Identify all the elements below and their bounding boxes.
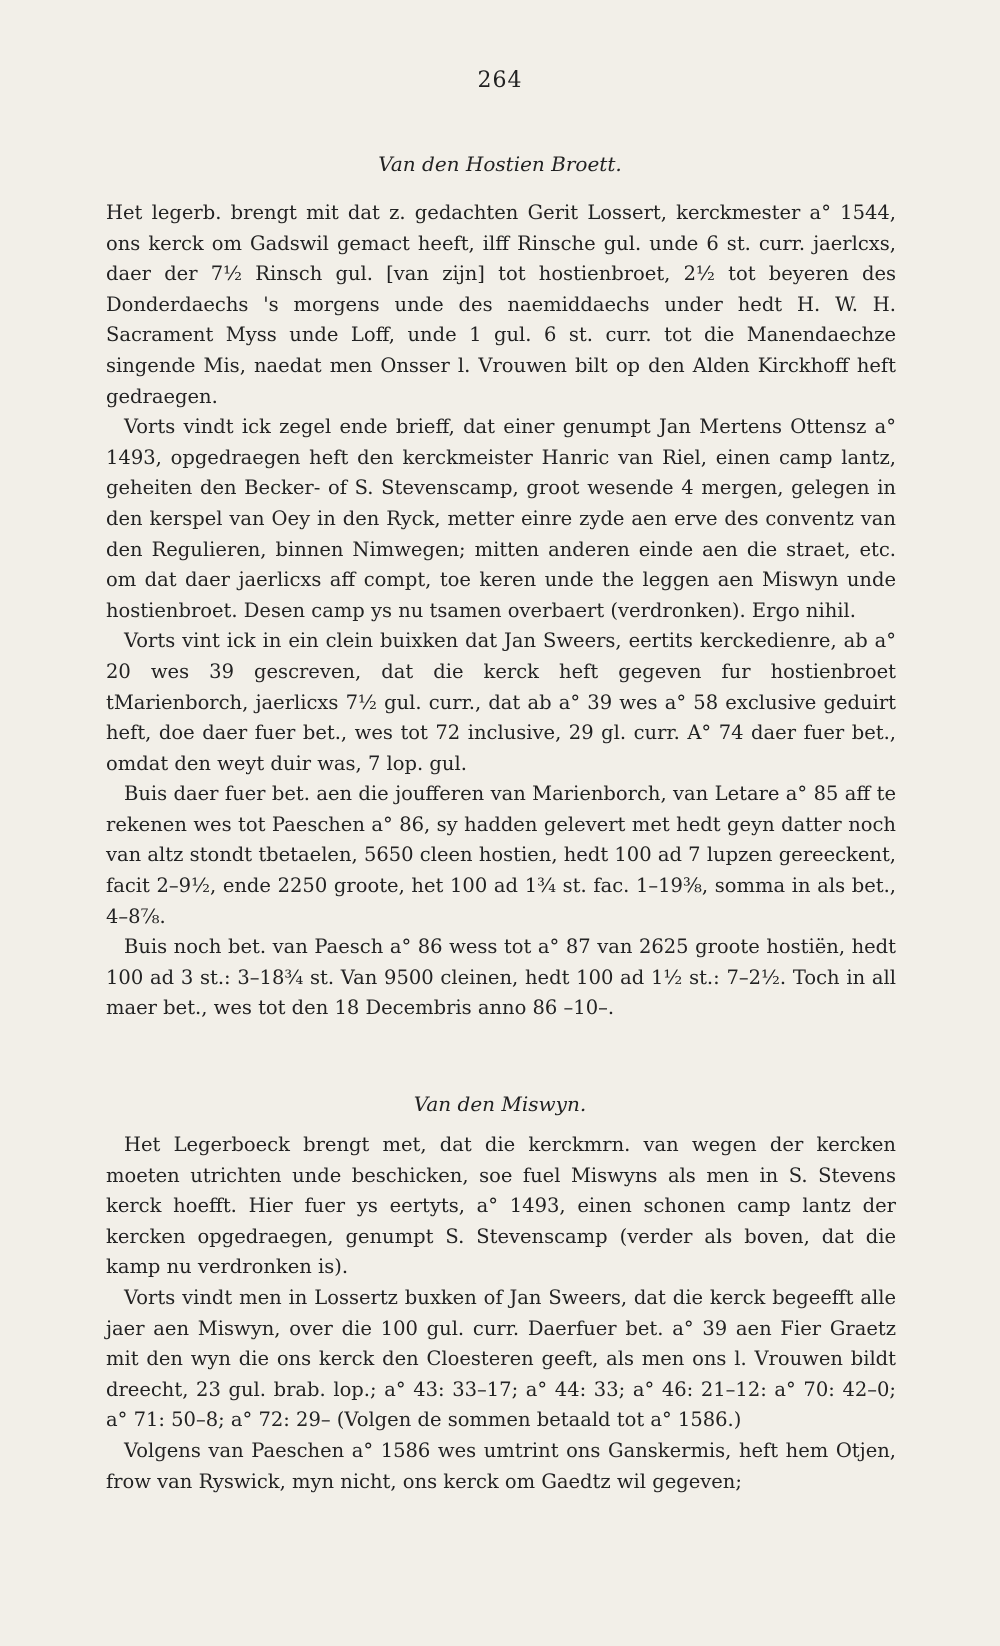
section-heading-hostien-broett: Van den Hostien Broett. [378, 152, 622, 176]
page-number: 264 [477, 68, 523, 93]
paragraph: Buis daer fuer bet. aen die joufferen van Marienborch, van Letare a° 85 aff te rekenen wes tot Paeschen a° 86, sy hadden gelevert met hedt geyn datter noch van altz stondt tbetaelen, 5650 cleen hostien, hedt 100 ad 7 lupzen gereeckent, facit 2–9½, ende 2250 groote, het 100 ad 1¾ st. fac. 1–19⅜, somma in als bet., 4–8⅞. [106, 782, 896, 928]
paragraph: Vorts vint ick in ein clein buixken dat Jan Sweers, eertits kerckedienre, ab a° 20 wes 39 gescreven, dat die kerck heft gegeven fur hostienbroet tMarienborch, jaerlicxs 7½ gul. curr., dat ab a° 39 wes a° 58 exclusive geduirt heft, doe daer fuer bet., wes tot 72 inclusive, 29 gl. curr. A° 74 daer fuer bet., omdat den weyt duir was, 7 lop. gul. [106, 629, 896, 775]
paragraph: Het Legerboeck brengt met, dat die kerckmrn. van wegen der kercken moeten utrichten unde beschicken, soe fuel Miswyns als men in S. Stevens kerck hoefft. Hier fuer ys eertyts, a° 1493, einen schonen camp lantz der kercken opgedraegen, genumpt S. Stevenscamp (verder als boven, dat die kamp nu verdronken is). [106, 1133, 896, 1279]
paragraph: Volgens van Paeschen a° 1586 wes umtrint ons Ganskermis, heft hem Otjen, frow van Ryswick, myn nicht, ons kerck om Gaedtz wil gegeven; [106, 1438, 896, 1493]
section-body-hostien-broett [106, 198, 896, 1024]
section-body-miswyn [106, 1130, 896, 1497]
section-heading-miswyn: Van den Miswyn. [413, 1092, 587, 1116]
paragraph: Buis noch bet. van Paesch a° 86 wess tot a° 87 van 2625 groote hostiën, hedt 100 ad 3 st.: 3–18¾ st. Van 9500 cleinen, hedt 100 ad 1½ st.: 7–2½. Toch in all maer bet., wes tot den 18 Decembris anno 86 –10–. [106, 935, 896, 1020]
paragraph: Het legerb. brengt mit dat z. gedachten Gerit Lossert, kerckmester a° 1544, ons kerck om Gadswil gemact heeft, ilff Rinsche gul. unde 6 st. curr. jaerlcxs, daer der 7½ Rinsch gul. [van zijn] tot hostienbroet, 2½ tot beyeren des Donderdaechs 's morgens unde des naemiddaechs under hedt H. W. H. Sacrament Myss unde Loff, unde 1 gul. 6 st. curr. tot die Manendaechze singende Mis, naedat men Onsser l. Vrouwen bilt op den Alden Kirckhoff heft gedraegen. [106, 201, 896, 408]
paragraph: Vorts vindt men in Lossertz buxken of Jan Sweers, dat die kerck begeefft alle jaer aen Miswyn, over die 100 gul. curr. Daerfuer bet. a° 39 aen Fier Graetz mit den wyn die ons kerck den Cloesteren geeft, als men ons l. Vrouwen bildt dreecht, 23 gul. brab. lop.; a° 43: 33–17; a° 44: 33; a° 46: 21–12: a° 70: 42–0; a° 71: 50–8; a° 72: 29– (Volgen de sommen betaald tot a° 1586.) [106, 1285, 896, 1432]
paragraph: Vorts vindt ick zegel ende brieff, dat einer genumpt Jan Mertens Ottensz a° 1493, opgedraegen heft den kerckmeister Hanric van Riel, einen camp lantz, geheiten den Becker- of S. Stevenscamp, groot wesende 4 mergen, gelegen in den kerspel van Oey in den Ryck, metter einre zyde aen erve des conventz van den Regulieren, binnen Nimwegen; mitten anderen einde aen die straet, etc. om dat daer jaerlicxs aff compt, toe keren unde the leggen aen Miswyn unde hostienbroet. Desen camp ys nu tsamen overbaert (verdronken). Ergo nihil. [106, 415, 896, 622]
